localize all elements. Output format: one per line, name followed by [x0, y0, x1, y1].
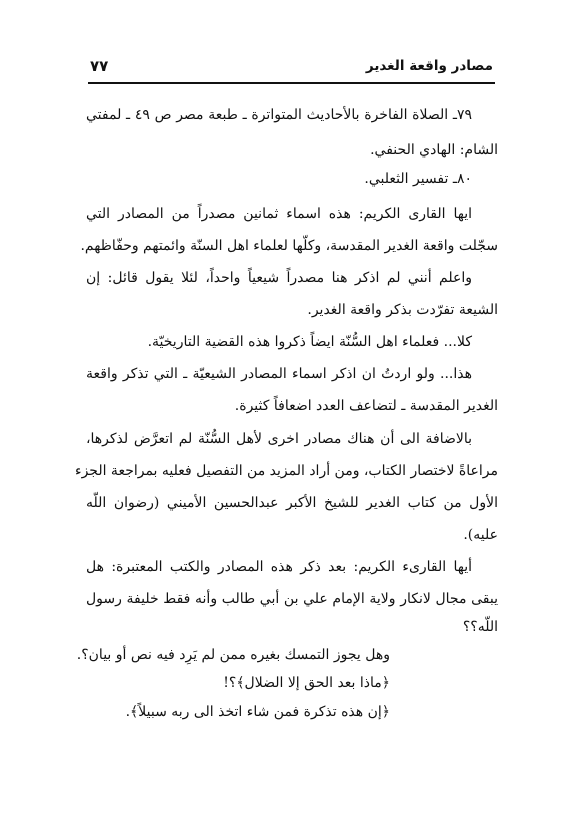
quran-verse: ﴿ماذا بعد الحق إلا الضلال﴾؟!: [223, 675, 390, 691]
text-line: عليه).: [463, 527, 498, 543]
text-line: سجّلت واقعة الغدير المقدسة، وكلّها لعلماء اهل السنّة وائمتهم وحفّاظهم.: [80, 238, 498, 254]
page-number: ٧٧: [90, 57, 109, 75]
text-line: مراعاةً لاختصار الكتاب، ومن أراد المزيد من التفصيل فعليه بمراجعة الجزء: [74, 463, 498, 479]
text-line: الأول من كتاب الغدير للشيخ الأكبر عبدالحسين الأميني (رضوان اللّه: [86, 495, 498, 511]
quran-verse: ﴿إن هذه تذكرة فمن شاء اتخذ الى ربه سبيلاً﴾.: [125, 704, 390, 720]
running-title: مصادر واقعة الغدير: [365, 58, 493, 74]
text-line: أيها القارىء الكريم: بعد ذكر هذه المصادر والكتب المعتبرة: هل: [86, 559, 472, 575]
text-line: واعلم أنني لم اذكر هنا مصدراً شيعياً واحداً، لئلا يقول قائل: إن: [86, 270, 472, 286]
text-line: هذا... ولو اردتُ ان اذكر اسماء المصادر الشيعيّة ـ التي تذكر واقعة: [86, 366, 472, 382]
text-line: الغدير المقدسة ـ لتضاعف العدد اضعافاً كثيرة.: [234, 398, 498, 414]
text-line: ٨٠ـ تفسير الثعلبي.: [364, 171, 472, 187]
text-line: الشيعة تفرّدت بذكر واقعة الغدير.: [307, 302, 498, 318]
text-line: الشام: الهادي الحنفي.: [370, 142, 498, 158]
text-line: اللّه؟؟: [462, 619, 498, 635]
text-line: يبقى مجال لانكار ولاية الإمام علي بن أبي طالب وأنه فقط خليفة رسول: [86, 591, 498, 607]
text-line: وهل يجوز التمسك بغيره ممن لم يَرِد فيه نص أو بيان؟.: [76, 647, 390, 663]
text-line: ٧٩ـ الصلاة الفاخرة بالأحاديث المتواترة ـ طبعة مصر ص ٤٩ ـ لمفتي: [86, 107, 472, 123]
text-line: كلا... فعلماء اهل السُّنّة ايضاً ذكروا هذه القضية التاريخيّة.: [147, 334, 472, 350]
text-line: ايها القارى الكريم: هذه اسماء ثمانين مصدراً من المصادر التي: [86, 206, 472, 222]
text-line: بالاضافة الى أن هناك مصادر اخرى لأهل السُّنّة لم اتعرَّض لذكرها،: [86, 431, 472, 447]
page-header: [88, 56, 495, 84]
